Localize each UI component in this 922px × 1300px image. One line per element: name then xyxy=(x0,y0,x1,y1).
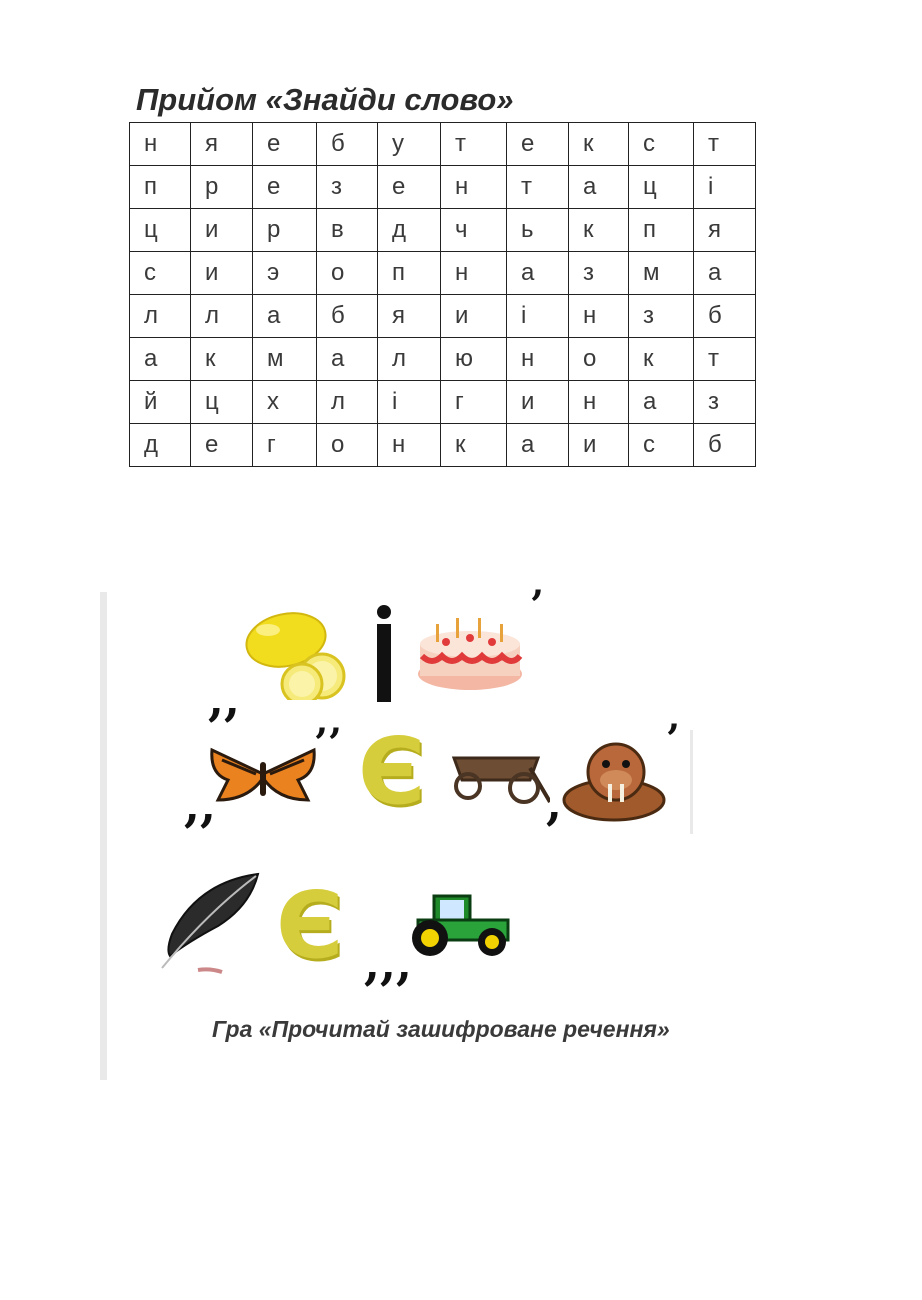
grid-cell: о xyxy=(317,252,378,295)
grid-cell: т xyxy=(694,123,756,166)
grid-cell: л xyxy=(378,338,441,381)
grid-cell: і xyxy=(378,381,441,424)
rebus-frame-line xyxy=(690,730,693,834)
grid-row xyxy=(130,209,756,252)
grid-cell: н xyxy=(130,123,191,166)
grid-row xyxy=(130,123,756,166)
grid-cell: а xyxy=(317,338,378,381)
grid-cell: м xyxy=(629,252,694,295)
grid-cell: а xyxy=(507,424,569,467)
grid-cell: р xyxy=(253,209,317,252)
apostrophe-mark-icon: ’ xyxy=(530,582,544,629)
grid-cell: л xyxy=(317,381,378,424)
letter-i-icon xyxy=(372,604,396,704)
grid-cell: а xyxy=(507,252,569,295)
grid-cell: о xyxy=(317,424,378,467)
quote-mark-icon: ’’ xyxy=(314,720,342,767)
grid-cell: е xyxy=(191,424,253,467)
grid-cell: н xyxy=(569,295,629,338)
grid-cell: т xyxy=(507,166,569,209)
grid-cell: ю xyxy=(441,338,507,381)
grid-cell: и xyxy=(191,252,253,295)
grid-row xyxy=(130,166,756,209)
grid-cell: у xyxy=(378,123,441,166)
grid-cell: н xyxy=(569,381,629,424)
grid-cell: и xyxy=(441,295,507,338)
grid-row xyxy=(130,424,756,467)
grid-cell: к xyxy=(569,209,629,252)
grid-cell: о xyxy=(569,338,629,381)
feather-icon xyxy=(158,872,260,976)
grid-cell: я xyxy=(378,295,441,338)
comma-mark-icon: ,, xyxy=(208,672,241,726)
letter-ye-icon: Є xyxy=(276,872,344,979)
grid-cell: н xyxy=(441,252,507,295)
grid-cell: г xyxy=(441,381,507,424)
grid-cell: е xyxy=(253,166,317,209)
comma-mark-icon: ,,, xyxy=(364,936,413,990)
grid-cell: ч xyxy=(441,209,507,252)
grid-cell: б xyxy=(317,295,378,338)
grid-cell: и xyxy=(569,424,629,467)
grid-cell: й xyxy=(130,381,191,424)
grid-cell: і xyxy=(507,295,569,338)
grid-cell: а xyxy=(569,166,629,209)
cake-icon xyxy=(416,612,526,694)
butterfly-icon xyxy=(208,744,318,806)
grid-cell: к xyxy=(191,338,253,381)
grid-cell: б xyxy=(694,424,756,467)
grid-cell: а xyxy=(629,381,694,424)
grid-cell: к xyxy=(441,424,507,467)
grid-row xyxy=(130,338,756,381)
grid-cell: в xyxy=(317,209,378,252)
grid-cell: х xyxy=(253,381,317,424)
grid-cell: л xyxy=(130,295,191,338)
grid-cell: е xyxy=(507,123,569,166)
section-title: Прийом «Знайди слово» xyxy=(136,82,514,117)
grid-cell: п xyxy=(378,252,441,295)
lemon-icon xyxy=(240,608,358,700)
grid-cell: п xyxy=(130,166,191,209)
grid-cell: и xyxy=(507,381,569,424)
grid-cell: а xyxy=(253,295,317,338)
grid-cell: и xyxy=(191,209,253,252)
grid-cell: п xyxy=(629,209,694,252)
grid-cell: ц xyxy=(629,166,694,209)
grid-row xyxy=(130,295,756,338)
grid-cell: е xyxy=(378,166,441,209)
cart-icon xyxy=(446,746,550,806)
grid-cell: к xyxy=(569,123,629,166)
grid-cell: ц xyxy=(191,381,253,424)
apostrophe-mark-icon: ’ xyxy=(666,716,680,763)
grid-cell: к xyxy=(629,338,694,381)
grid-cell: с xyxy=(629,424,694,467)
grid-cell: д xyxy=(130,424,191,467)
grid-cell: э xyxy=(253,252,317,295)
comma-mark-icon: ,, xyxy=(184,778,217,832)
grid-cell: а xyxy=(130,338,191,381)
rebus-frame-line xyxy=(100,592,107,1080)
grid-row xyxy=(130,381,756,424)
grid-cell: б xyxy=(317,123,378,166)
grid-cell: з xyxy=(629,295,694,338)
grid-cell: ц xyxy=(130,209,191,252)
grid-cell: н xyxy=(507,338,569,381)
letter-ye-icon: Є xyxy=(358,718,426,825)
grid-row xyxy=(130,252,756,295)
grid-cell: н xyxy=(378,424,441,467)
grid-cell: г xyxy=(253,424,317,467)
tractor-icon xyxy=(404,892,510,958)
grid-cell: а xyxy=(694,252,756,295)
comma-mark-icon: , xyxy=(546,776,563,830)
grid-cell: я xyxy=(191,123,253,166)
grid-cell: е xyxy=(253,123,317,166)
grid-cell: д xyxy=(378,209,441,252)
rebus-caption: Гра «Прочитай зашифроване речення» xyxy=(212,1016,670,1042)
grid-cell: т xyxy=(441,123,507,166)
grid-cell: н xyxy=(441,166,507,209)
grid-cell: т xyxy=(694,338,756,381)
grid-cell: л xyxy=(191,295,253,338)
grid-cell: ь xyxy=(507,209,569,252)
grid-cell: б xyxy=(694,295,756,338)
letter-grid xyxy=(129,122,756,467)
grid-cell: з xyxy=(317,166,378,209)
grid-cell: м xyxy=(253,338,317,381)
grid-cell: р xyxy=(191,166,253,209)
grid-cell: з xyxy=(569,252,629,295)
walrus-icon xyxy=(560,740,666,822)
grid-cell: с xyxy=(629,123,694,166)
grid-cell: з xyxy=(694,381,756,424)
grid-cell: і xyxy=(694,166,756,209)
grid-cell: с xyxy=(130,252,191,295)
grid-cell: я xyxy=(694,209,756,252)
